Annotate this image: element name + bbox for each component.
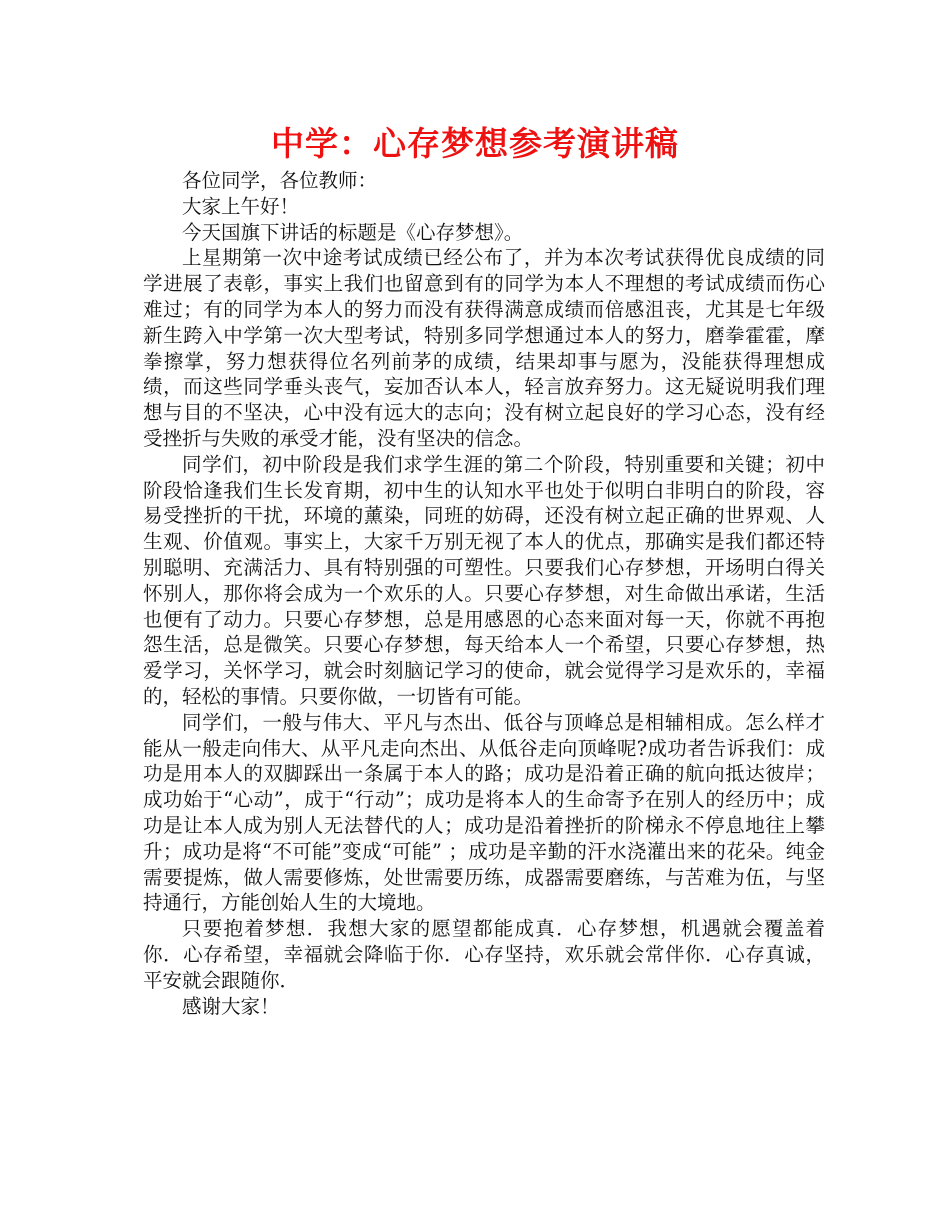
salutation-paragraph: 大家上午好！ [182, 194, 300, 218]
body-paragraph: 同学们，初中阶段是我们求学生涯的第二个阶段，特别重要和关键；初中阶段恰逢我们生长发育期，初中生的认知水平也处于似明白非明白的阶段，容易受挫折的干扰，环境的薰染，同班的妨碍，还没有树立起正确的世界观、人生观、价值观。事实上，大家千万别无视了本人的优点，那确实是我们都还特别聪明、充满活力、具有特别强的可塑性。只要我们心存梦想，开场明白得关怀别人，那你将会成为一个欢乐的人。只要心存梦想，对生命做出承诺，生活也便有了动力。只要心存梦想，总是用感恩的心态来面对每一天，你就不再抱怨生活，总是微笑。只要心存梦想，每天给本人一个希望，只要心存梦想，热爱学习，关怀学习，就会时刻脑记学习的使命，就会觉得学习是欢乐的，幸福的，轻松的事情。只要你做，一切皆有可能。 [143, 452, 825, 708]
document-body [143, 168, 825, 1019]
topic-paragraph: 今天国旗下讲话的标题是《心存梦想》。 [182, 220, 524, 244]
body-paragraph: 只要抱着梦想．我想大家的愿望都能成真．心存梦想，机遇就会覆盖着你．心存希望，幸福就会降临于你．心存坚持，欢乐就会常伴你．心存真诚，平安就会跟随你． [143, 917, 825, 992]
document-title: 中学：心存梦想参考演讲稿 [271, 124, 679, 163]
body-paragraph: 上星期第一次中途考试成绩已经公布了，并为本次考试获得优良成绩的同学进展了表彰，事实上我们也留意到有的同学为本人不理想的考试成绩而伤心难过；有的同学为本人的努力而没有获得满意成绩而倍感沮丧，尤其是七年级新生跨入中学第一次大型考试，特别多同学想通过本人的努力，磨拳霍霍，摩拳擦掌，努力想获得位名列前茅的成绩，结果却事与愿为，没能获得理想成绩，而这些同学垂头丧气，妄加否认本人，轻言放弃努力。这无疑说明我们理想与目的不坚决，心中没有远大的志向；没有树立起良好的学习心态，没有经受挫折与失败的承受才能，没有坚决的信念。 [143, 246, 825, 450]
closing-paragraph: 感谢大家！ [182, 994, 280, 1018]
body-paragraph: 同学们，一般与伟大、平凡与杰出、低谷与顶峰总是相辅相成。怎么样才能从一般走向伟大、从平凡走向杰出、从低谷走向顶峰呢?成功者告诉我们：成功是用本人的双脚踩出一条属于本人的路；成功是沿着正确的航向抵达彼岸；成功始于“心动”，成于“行动”；成功是将本人的生命寄予在别人的经历中；成功是让本人成为别人无法替代的人；成功是沿着挫折的阶梯永不停息地往上攀升；成功是将“不可能”变成“可能” ；成功是辛勤的汗水浇灌出来的花朵。纯金需要提炼，做人需要修炼，处世需要历练，成器需要磨练，与苦难为伍，与坚持通行，方能创始人生的大境地。 [143, 710, 825, 915]
greeting-paragraph: 各位同学，各位教师： [182, 169, 378, 192]
